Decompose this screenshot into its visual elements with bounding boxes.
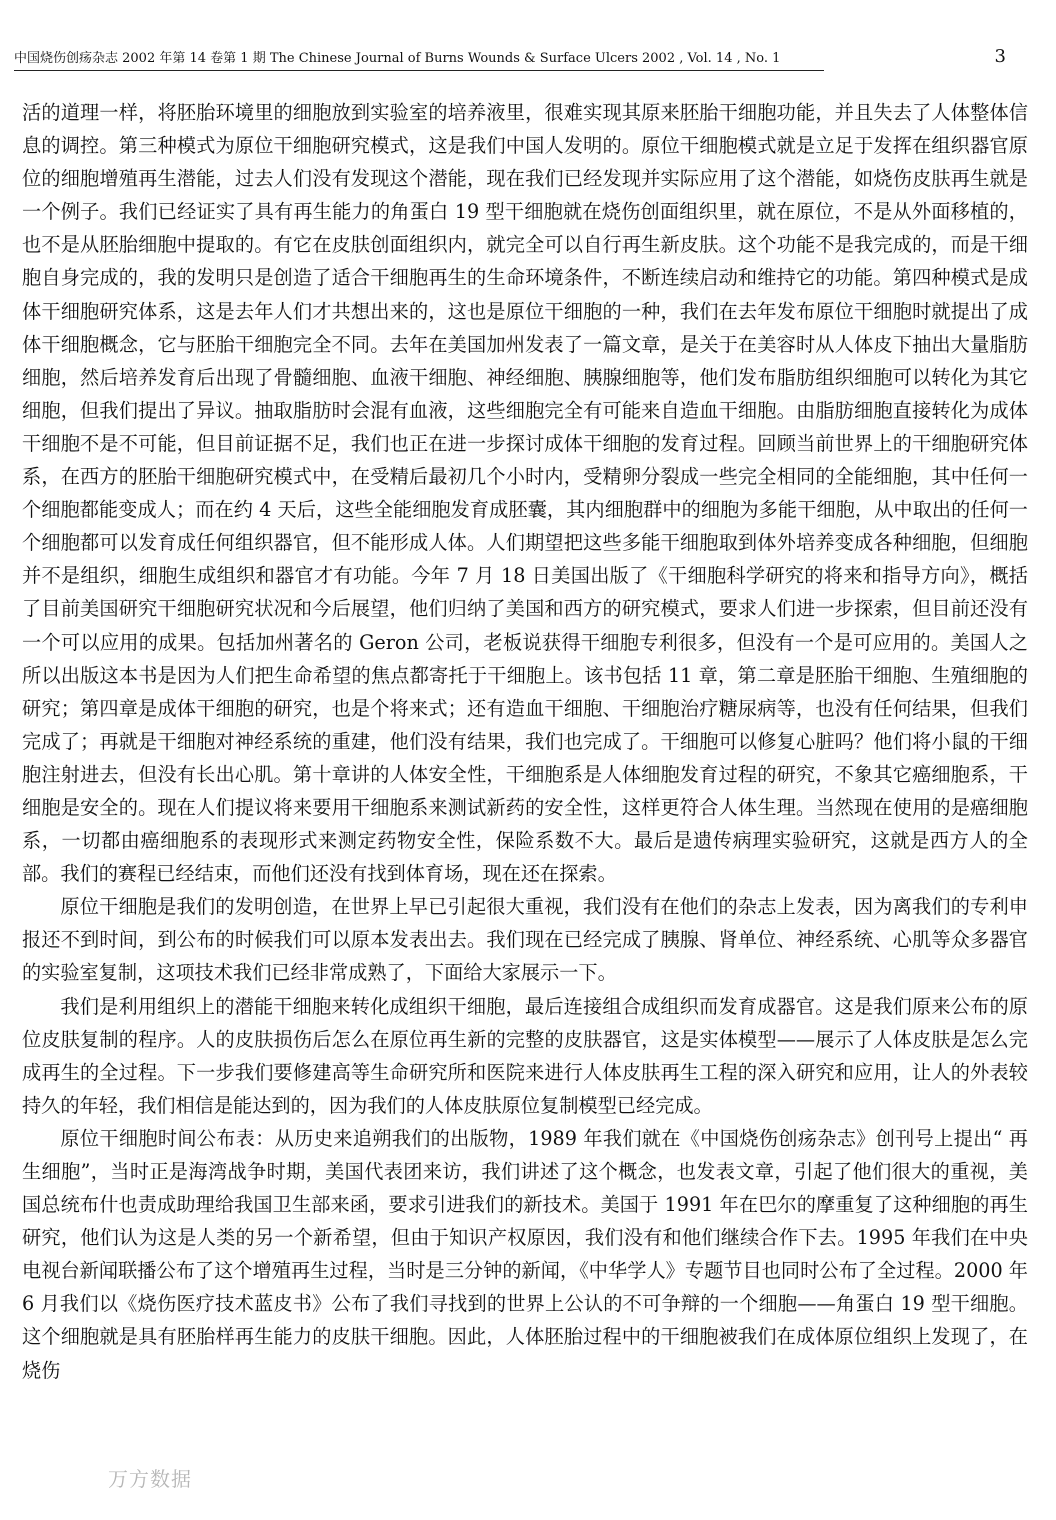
paragraph: 原位干细胞时间公布表：从历史来追朔我们的出版物，1989 年我们就在《中国烧伤创疡杂志》创刊号上提出“ 再生细胞”，当时正是海湾战争时期，美国代表团来访，我们讲述了这个概念，也发表文章，引起了他们很大的重视，美国总统布什也责成助理给我国卫生部来函，要求引进我们的新技术。美国于 1991 年在巴尔的摩重复了这种细胞的再生研究，他们认为这是人类的另一个新希望，但由于知识产权原因，我们没有和他们继续合作下去。1995 年我们在中央电视台新闻联播公布了这个增殖再生过程，当时是三分钟的新闻，《中华学人》专题节目也同时公布了全过程。2000 年 6 月我们以《烧伤医疗技术蓝皮书》公布了我们寻找到的世界上公认的不可争辩的一个细胞——角蛋白 19 型干细胞。这个细胞就是具有胚胎样再生能力的皮肤干细胞。因此，人体胚胎过程中的干细胞被我们在成体原位组织上发现了，在烧伤	[22, 1126, 1028, 1382]
article-body	[22, 96, 1028, 1387]
journal-citation: 中国烧伤创疡杂志 2002 年第 14 卷第 1 期 The Chinese Journal of Burns Wounds & Surface Ulcers 2002 , Vol. 14 , No. 1	[14, 51, 781, 66]
paragraph: 原位干细胞是我们的发明创造，在世界上早已引起很大重视，我们没有在他们的杂志上发表，因为离我们的专利申报还不到时间，到公布的时候我们可以原本发表出去。我们现在已经完成了胰腺、肾单位、神经系统、心肌等众多器官的实验室复制，这项技术我们已经非常成熟了，下面给大家展示一下。	[22, 895, 1028, 985]
running-header	[14, 46, 1024, 72]
page-number: 3	[994, 46, 1006, 67]
header-rule	[14, 70, 824, 71]
paragraph: 我们是利用组织上的潜能干细胞来转化成组织干细胞，最后连接组合成组织而发育成器官。这是我们原来公布的原位皮肤复制的程序。人的皮肤损伤后怎么在原位再生新的完整的皮肤器官，这是实体模型——展示了人体皮肤是怎么完成再生的全过程。下一步我们要修建高等生命研究所和医院来进行人体皮肤再生工程的深入研究和应用，让人的外表较持久的年轻，我们相信是能达到的，因为我们的人体皮肤原位复制模型已经完成。	[22, 994, 1028, 1117]
watermark-logo: 万方数据	[108, 1467, 192, 1491]
paragraph-continued: 活的道理一样，将胚胎环境里的细胞放到实验室的培养液里，很难实现其原来胚胎干细胞功能，并且失去了人体整体信息的调控。第三种模式为原位干细胞研究模式，这是我们中国人发明的。原位干细胞模式就是立足于发挥在组织器官原位的细胞增殖再生潜能，过去人们没有发现这个潜能，现在我们已经发现并实际应用了这个潜能，如烧伤皮肤再生就是一个例子。我们已经证实了具有再生能力的角蛋白 19 型干细胞就在烧伤创面组织里，就在原位，不是从外面移植的，也不是从胚胎细胞中提取的。有它在皮肤创面组织内，就完全可以自行再生新皮肤。这个功能不是我完成的，而是干细胞自身完成的，我的发明只是创造了适合干细胞再生的生命环境条件，不断连续启动和维持它的功能。第四种模式是成体干细胞研究体系，这是去年人们才共想出来的，这也是原位干细胞的一种，我们在去年发布原位干细胞时就提出了成体干细胞概念，它与胚胎干细胞完全不同。去年在美国加州发表了一篇文章，是关于在美容时从人体皮下抽出大量脂肪细胞，然后培养发育后出现了骨髓细胞、血液干细胞、神经细胞、胰腺细胞等，他们发布脂肪组织细胞可以转化为其它细胞，但我们提出了异议。抽取脂肪时会混有血液，这些细胞完全有可能来自造血干细胞。由脂肪细胞直接转化为成体干细胞不是不可能，但目前证据不足，我们也正在进一步探讨成体干细胞的发育过程。回顾当前世界上的干细胞研究体系，在西方的胚胎干细胞研究模式中，在受精后最初几个小时内，受精卵分裂成一些完全相同的全能细胞，其中任何一个细胞都能变成人；而在约 4 天后，这些全能细胞发育成胚囊，其内细胞群中的细胞为多能干细胞，从中取出的任何一个细胞都可以发育成任何组织器官，但不能形成人体。人们期望把这些多能干细胞取到体外培养变成各种细胞，但细胞并不是组织，细胞生成组织和器官才有功能。今年 7 月 18 日美国出版了《干细胞科学研究的将来和指导方向》，概括了目前美国研究干细胞研究状况和今后展望，他们归纳了美国和西方的研究模式，要求人们进一步探索，但目前还没有一个可以应用的成果。包括加州著名的 Geron 公司，老板说获得干细胞专利很多，但没有一个是可应用的。美国人之所以出版这本书是因为人们把生命希望的焦点都寄托于干细胞上。该书包括 11 章，第二章是胚胎干细胞、生殖细胞的研究；第四章是成体干细胞的研究，也是个将来式；还有造血干细胞、干细胞治疗糖尿病等，也没有任何结果，但我们完成了；再就是干细胞对神经系统的重建，他们没有结果，我们也完成了。干细胞可以修复心脏吗？他们将小鼠的干细胞注射进去，但没有长出心肌。第十章讲的人体安全性，干细胞系是人体细胞发育过程的研究，不象其它癌细胞系，干细胞是安全的。现在人们提议将来要用干细胞系来测试新药的安全性，这样更符合人体生理。当然现在使用的是癌细胞系，一切都由癌细胞系的表现形式来测定药物安全性，保险系数不大。最后是遗传病理实验研究，这就是西方人的全部。我们的赛程已经结束，而他们还没有找到体育场，现在还在探索。	[22, 101, 1028, 886]
